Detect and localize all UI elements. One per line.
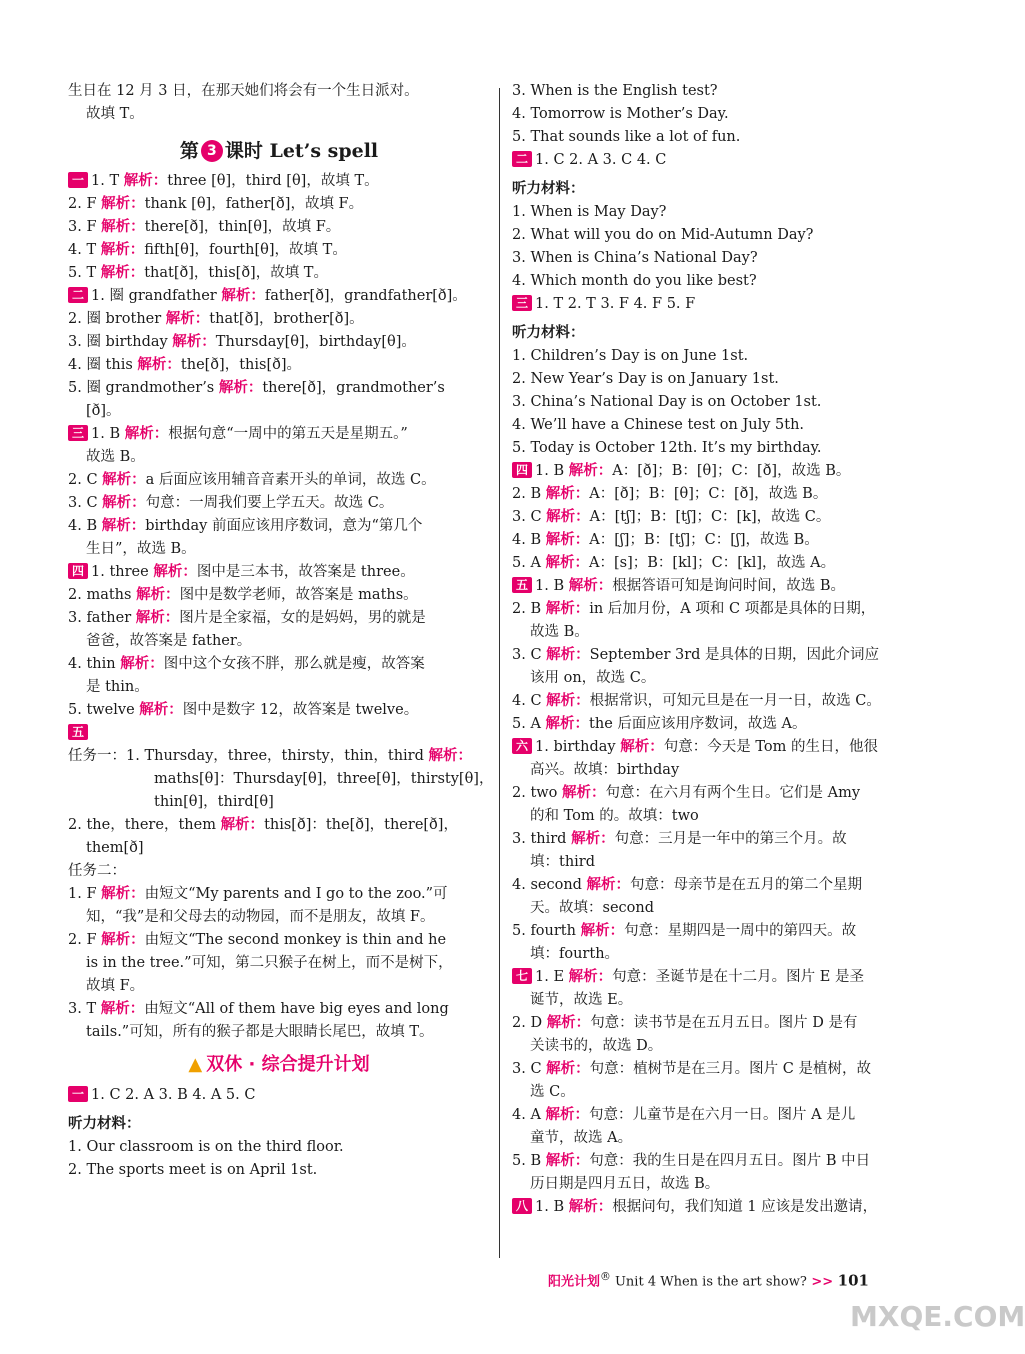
answer-text: in 后加月份，A 项和 C 项都是具体的日期， bbox=[589, 601, 876, 617]
answer-item bbox=[68, 584, 490, 607]
answer-number: 5. fourth bbox=[512, 923, 576, 939]
answer-number: 5. 圈 grandmother’s bbox=[68, 380, 215, 396]
analysis-label: 解析： bbox=[100, 242, 145, 258]
answer-text: 图中是三本书，故答案是 three。 bbox=[196, 564, 415, 580]
section-badge: 八 bbox=[512, 1198, 532, 1214]
answer-text: that[ð]，this[ð]，故填 T。 bbox=[144, 265, 328, 281]
answer-item bbox=[68, 745, 490, 768]
section-badge: 三 bbox=[512, 295, 532, 311]
answer-item bbox=[68, 469, 490, 492]
answer-item bbox=[68, 377, 490, 400]
answer-text: the[ð]，this[ð]。 bbox=[180, 357, 301, 373]
answer-item bbox=[512, 598, 932, 621]
answer-number: 4. thin bbox=[68, 656, 116, 672]
analysis-label: 解析： bbox=[100, 265, 145, 281]
analysis-label: 解析： bbox=[221, 288, 265, 304]
text-line: 5. Today is October 12th. It’s my birthday. bbox=[512, 440, 822, 456]
answer-text: 根据常识，可知元旦是在一月一日，故选 C。 bbox=[589, 693, 881, 709]
answer-text: A：[s]；B：[kl]；C：[kl]，故选 A。 bbox=[589, 555, 836, 571]
answer-item bbox=[68, 262, 490, 285]
answer-number: 1. C 2. A 3. B 4. A 5. C bbox=[91, 1087, 256, 1103]
arrows-icon: >> bbox=[806, 1274, 838, 1290]
section-badge: 二 bbox=[512, 151, 532, 167]
analysis-label: 解析： bbox=[100, 1001, 145, 1017]
text-line: 4. We’ll have a Chinese test on July 5th. bbox=[512, 417, 805, 433]
analysis-label: 解析： bbox=[139, 702, 183, 718]
section-badge: 六 bbox=[512, 738, 532, 754]
answer-text: 图中这个女孩不胖，那么就是瘦，故答案 bbox=[163, 656, 425, 672]
unit-title: Unit 4 When is the art show? bbox=[610, 1274, 807, 1290]
answer-number: 5. A bbox=[512, 555, 541, 571]
text-line: thin[θ]，third[θ] bbox=[154, 794, 274, 810]
answer-text: three [θ]，third [θ]，故填 T。 bbox=[167, 173, 379, 189]
answer-text: 由短文“My parents and I go to the zoo.”可 bbox=[144, 886, 448, 902]
answer-text: thank [θ]，father[ð]，故填 F。 bbox=[144, 196, 364, 212]
text-line: 故选 B。 bbox=[530, 624, 589, 640]
section-badge: 四 bbox=[68, 563, 88, 579]
answer-number: 1. B bbox=[535, 578, 565, 594]
answer-number: 1. C 2. A 3. C 4. C bbox=[535, 152, 667, 168]
answer-text: 句意：植树节是在三月。图片 C 是植树，故 bbox=[589, 1061, 871, 1077]
answer-item bbox=[512, 1012, 932, 1035]
answer-text: 句意：儿童节是在六月一日。图片 A 是儿 bbox=[589, 1107, 856, 1123]
analysis-label: 解析： bbox=[562, 785, 606, 801]
analysis-label: 解析： bbox=[101, 219, 145, 235]
answer-number: 4. A bbox=[512, 1107, 541, 1123]
answer-item bbox=[512, 828, 932, 851]
section-title bbox=[68, 1050, 490, 1080]
answer-item bbox=[512, 736, 932, 759]
answer-text: 由短文“The second monkey is thin and he bbox=[144, 932, 447, 948]
analysis-label: 解析： bbox=[135, 610, 180, 626]
answer-text: September 3rd 是具体的日期，因此介词应 bbox=[589, 647, 880, 663]
analysis-label: 解析： bbox=[137, 357, 181, 373]
answer-text: Thursday[θ]，birthday[θ]。 bbox=[215, 334, 416, 350]
answer-text: A：[ð]；B：[θ]；C：[ð]，故选 B。 bbox=[612, 463, 851, 479]
answer-text: 图中是数字 12，故答案是 twelve。 bbox=[182, 702, 419, 718]
answer-number: 4. B bbox=[68, 518, 98, 534]
answer-item bbox=[512, 293, 932, 316]
answer-text: 句意：一周我们要上学五天。故选 C。 bbox=[145, 495, 394, 511]
analysis-label: 解析： bbox=[124, 426, 169, 442]
answer-number: 2. C bbox=[68, 472, 98, 488]
text-line: 故填 F。 bbox=[86, 978, 145, 994]
page-number: 101 bbox=[837, 1271, 869, 1290]
answer-item bbox=[512, 1058, 932, 1081]
answer-item bbox=[68, 331, 490, 354]
analysis-label: 解析： bbox=[428, 748, 473, 764]
answer-number: 3. 圈 birthday bbox=[68, 334, 168, 350]
text-line: 3. When is the English test? bbox=[512, 83, 718, 99]
answer-number: 4. second bbox=[512, 877, 582, 893]
answer-text: 根据答语可知是询问时间，故选 B。 bbox=[612, 578, 845, 594]
answer-item bbox=[68, 883, 490, 906]
text-line: 2. New Year’s Day is on January 1st. bbox=[512, 371, 779, 387]
text-line: maths[θ]：Thursday[θ]，three[θ]，thirsty[θ]， bbox=[154, 771, 494, 787]
answer-number: 5. T bbox=[68, 265, 97, 281]
analysis-label: 解析： bbox=[545, 716, 590, 732]
text-line: 高兴。故填：birthday bbox=[530, 762, 680, 778]
answer-number: 5. A bbox=[512, 716, 541, 732]
section-badge: 四 bbox=[512, 462, 532, 478]
answer-item bbox=[68, 653, 490, 676]
text-line: 故填 T。 bbox=[86, 106, 144, 122]
answer-item bbox=[68, 193, 490, 216]
answer-number: 1. T bbox=[91, 173, 120, 189]
subheading: 听力材料： bbox=[512, 325, 585, 341]
analysis-label: 解析： bbox=[101, 196, 145, 212]
section-badge: 五 bbox=[68, 724, 88, 740]
answer-number: 1. B bbox=[535, 1199, 565, 1215]
answer-number: 1. three bbox=[91, 564, 149, 580]
text-line: 天。故填：second bbox=[530, 900, 654, 916]
answer-number: 1. birthday bbox=[535, 739, 616, 755]
section-badge: 三 bbox=[68, 425, 88, 441]
right-column bbox=[512, 80, 932, 1219]
answer-text: A：[ð]；B：[θ]；C：[ð]，故选 B。 bbox=[589, 486, 828, 502]
section-badge: 二 bbox=[68, 287, 88, 303]
text-line: 3. China’s National Day is on October 1st. bbox=[512, 394, 822, 410]
answer-number: 2. B bbox=[512, 601, 542, 617]
watermark: MXQE.COM bbox=[850, 1300, 1025, 1333]
analysis-label: 解析： bbox=[545, 1153, 590, 1169]
answer-number: 4. B bbox=[512, 532, 542, 548]
answer-item bbox=[512, 552, 932, 575]
answer-text: A：[ʃ]；B：[tʃ]；C：[ʃ]，故选 B。 bbox=[589, 532, 819, 548]
answer-number: 3. C bbox=[512, 509, 542, 525]
analysis-label: 解析： bbox=[568, 969, 613, 985]
answer-text: 句意：我的生日是在四月五日。图片 B 中日 bbox=[589, 1153, 871, 1169]
lesson-number-badge: 3 bbox=[201, 140, 223, 162]
text-line: 的和 Tom 的。故填：two bbox=[530, 808, 699, 824]
answer-number: 3. father bbox=[68, 610, 132, 626]
analysis-label: 解析： bbox=[546, 1015, 591, 1031]
answer-item bbox=[512, 1196, 932, 1219]
answer-number: 4. C bbox=[512, 693, 542, 709]
analysis-label: 解析： bbox=[136, 587, 180, 603]
text-line: 故选 B。 bbox=[86, 449, 145, 465]
answer-item bbox=[512, 149, 932, 172]
answer-number: 任务一：1. Thursday，three，thirsty，thin，third bbox=[68, 748, 424, 764]
answer-number: 3. T bbox=[68, 1001, 97, 1017]
answer-item bbox=[512, 506, 932, 529]
text-line: [ð]。 bbox=[86, 403, 121, 419]
answer-item bbox=[68, 515, 490, 538]
answer-item bbox=[68, 285, 490, 308]
answer-text: 句意：读书节是在五月五日。图片 D 是有 bbox=[590, 1015, 858, 1031]
answer-text: 句意：母亲节是在五月的第二个星期 bbox=[630, 877, 863, 893]
analysis-label: 解析： bbox=[546, 509, 590, 525]
text-line: 是 thin。 bbox=[86, 679, 149, 695]
analysis-label: 解析： bbox=[545, 486, 590, 502]
text-line: 3. When is China’s National Day? bbox=[512, 250, 758, 266]
analysis-label: 解析： bbox=[568, 463, 613, 479]
answer-number: 1. B bbox=[535, 463, 565, 479]
answer-number: 1. B bbox=[91, 426, 121, 442]
analysis-label: 解析： bbox=[101, 886, 145, 902]
answer-item bbox=[68, 239, 490, 262]
answer-item bbox=[512, 1104, 932, 1127]
answer-number: 3. third bbox=[512, 831, 567, 847]
analysis-label: 解析： bbox=[586, 877, 631, 893]
analysis-label: 解析： bbox=[102, 495, 146, 511]
text-line: 任务二： bbox=[68, 863, 126, 879]
answer-item bbox=[512, 575, 932, 598]
page-footer bbox=[548, 1270, 869, 1289]
analysis-label: 解析： bbox=[172, 334, 216, 350]
analysis-label: 解析： bbox=[545, 532, 590, 548]
text-line: 生日”，故选 B。 bbox=[86, 541, 196, 557]
brand-name: 阳光计划 bbox=[548, 1274, 601, 1290]
answer-number: 5. B bbox=[512, 1153, 542, 1169]
answer-item bbox=[512, 529, 932, 552]
answer-item bbox=[512, 713, 932, 736]
text-line: them[ð] bbox=[86, 840, 144, 856]
answer-text: there[ð]，thin[θ]，故填 F。 bbox=[144, 219, 341, 235]
analysis-label: 解析： bbox=[568, 578, 613, 594]
lesson-title-text: 课时 Let’s spell bbox=[224, 140, 379, 162]
analysis-label: 解析： bbox=[123, 173, 168, 189]
answer-text: a 后面应该用辅音音素开头的单词，故选 C。 bbox=[145, 472, 436, 488]
answer-item bbox=[68, 607, 490, 630]
answer-number: 2. B bbox=[512, 486, 542, 502]
section-badge: 一 bbox=[68, 172, 88, 188]
section-badge: 一 bbox=[68, 1086, 88, 1102]
answer-item bbox=[68, 722, 490, 745]
answer-number: 2. 圈 brother bbox=[68, 311, 162, 327]
text-line: tails.”可知，所有的猴子都是大眼睛长尾巴，故填 T。 bbox=[86, 1024, 434, 1040]
answer-number: 1. 圈 grandfather bbox=[91, 288, 217, 304]
answer-text: 句意：星期四是一周中的第四天。故 bbox=[624, 923, 857, 939]
text-line: 4. Which month do you like best? bbox=[512, 273, 757, 289]
text-line: 历日期是四月五日，故选 B。 bbox=[530, 1176, 720, 1192]
answer-text: 根据问句，我们知道 1 应该是发出邀请， bbox=[612, 1199, 878, 1215]
answer-number: 3. F bbox=[68, 219, 97, 235]
subheading: 听力材料： bbox=[68, 1116, 141, 1132]
answer-item bbox=[68, 354, 490, 377]
analysis-label: 解析： bbox=[101, 932, 145, 948]
answer-text: 图中是数学老师，故答案是 maths。 bbox=[179, 587, 418, 603]
answer-text: 句意：圣诞节是在十二月。图片 E 是圣 bbox=[612, 969, 864, 985]
answer-number: 5. twelve bbox=[68, 702, 135, 718]
text-line: 选 C。 bbox=[530, 1084, 575, 1100]
text-line: 2. The sports meet is on April 1st. bbox=[68, 1162, 318, 1178]
text-line: 填：third bbox=[530, 854, 596, 870]
answer-item bbox=[512, 1150, 932, 1173]
answer-number: 1. E bbox=[535, 969, 565, 985]
analysis-label: 解析： bbox=[220, 817, 265, 833]
answer-text: 由短文“All of them have big eyes and long bbox=[144, 1001, 449, 1017]
answer-item bbox=[68, 492, 490, 515]
answer-text: this[ð]：the[ð]，there[ð]， bbox=[264, 817, 458, 833]
text-line: 1. When is May Day? bbox=[512, 204, 667, 220]
answer-item bbox=[68, 308, 490, 331]
lesson-title-pre: 第 bbox=[179, 140, 199, 162]
answer-item bbox=[68, 561, 490, 584]
text-line: 4. Tomorrow is Mother’s Day. bbox=[512, 106, 729, 122]
answer-item bbox=[68, 814, 490, 837]
section-badge: 五 bbox=[512, 577, 532, 593]
answer-item bbox=[68, 423, 490, 446]
answer-text: 根据句意“一周中的第五天是星期五。” bbox=[168, 426, 408, 442]
text-line: 该用 on，故选 C。 bbox=[530, 670, 656, 686]
section-icon: ▲ bbox=[188, 1054, 203, 1075]
analysis-label: 解析： bbox=[153, 564, 197, 580]
answer-text: 句意：在六月有两个生日。它们是 Amy bbox=[605, 785, 861, 801]
answer-item bbox=[512, 966, 932, 989]
analysis-label: 解析： bbox=[545, 555, 590, 571]
answer-item bbox=[512, 644, 932, 667]
answer-item bbox=[512, 460, 932, 483]
text-line: 爸爸，故答案是 father。 bbox=[86, 633, 252, 649]
answer-item bbox=[512, 483, 932, 506]
analysis-label: 解析： bbox=[571, 831, 615, 847]
left-column bbox=[68, 80, 494, 1182]
text-line: 2. What will you do on Mid-Autumn Day? bbox=[512, 227, 814, 243]
analysis-label: 解析： bbox=[568, 1199, 613, 1215]
answer-number: 2. F bbox=[68, 196, 97, 212]
answer-text: 图片是全家福，女的是妈妈，男的就是 bbox=[179, 610, 426, 626]
answer-item bbox=[68, 998, 490, 1021]
answer-item bbox=[512, 920, 932, 943]
answer-item bbox=[512, 782, 932, 805]
answer-text: 句意：三月是一年中的第三个月。故 bbox=[614, 831, 847, 847]
analysis-label: 解析： bbox=[546, 693, 590, 709]
lesson-title bbox=[68, 136, 490, 166]
answer-item bbox=[68, 170, 490, 193]
answer-item bbox=[68, 216, 490, 239]
text-line: is in the tree.”可知，第二只猴子在树上，而不是树下， bbox=[86, 955, 453, 971]
text-line: 填：fourth。 bbox=[530, 946, 620, 962]
analysis-label: 解析： bbox=[165, 311, 210, 327]
subheading: 听力材料： bbox=[512, 181, 585, 197]
column-divider bbox=[499, 88, 500, 1258]
text-line: 生日在 12 月 3 日，在那天她们将会有一个生日派对。 bbox=[68, 83, 419, 99]
section-badge: 七 bbox=[512, 968, 532, 984]
section-title-text: 双休 · 综合提升计划 bbox=[206, 1054, 370, 1075]
text-line: 1. Our classroom is on the third floor. bbox=[68, 1139, 344, 1155]
text-line: 诞节，故选 E。 bbox=[530, 992, 633, 1008]
registered-mark: ® bbox=[600, 1270, 611, 1283]
answer-number: 4. 圈 this bbox=[68, 357, 133, 373]
analysis-label: 解析： bbox=[218, 380, 263, 396]
analysis-label: 解析： bbox=[101, 518, 146, 534]
analysis-label: 解析： bbox=[545, 601, 590, 617]
answer-text: 句意：今天是 Tom 的生日，他很 bbox=[663, 739, 878, 755]
analysis-label: 解析： bbox=[545, 1107, 590, 1123]
answer-item bbox=[68, 1084, 490, 1107]
text-line: 童节，故选 A。 bbox=[530, 1130, 633, 1146]
answer-number: 2. F bbox=[68, 932, 97, 948]
text-line: 5. That sounds like a lot of fun. bbox=[512, 129, 741, 145]
answer-text: fifth[θ]，fourth[θ]，故填 T。 bbox=[144, 242, 347, 258]
analysis-label: 解析： bbox=[580, 923, 625, 939]
answer-item bbox=[512, 874, 932, 897]
answer-text: A：[tʃ]；B：[tʃ]；C：[k]，故选 C。 bbox=[589, 509, 831, 525]
text-line: 1. Children’s Day is on June 1st. bbox=[512, 348, 749, 364]
answer-number: 3. C bbox=[68, 495, 98, 511]
answer-item bbox=[68, 699, 490, 722]
answer-number: 1. F bbox=[68, 886, 97, 902]
answer-item bbox=[68, 929, 490, 952]
answer-number: 4. T bbox=[68, 242, 97, 258]
answer-text: that[ð]，brother[ð]。 bbox=[209, 311, 364, 327]
analysis-label: 解析： bbox=[120, 656, 164, 672]
answer-text: father[ð]，grandfather[ð]。 bbox=[264, 288, 467, 304]
analysis-label: 解析： bbox=[620, 739, 664, 755]
answer-text: the 后面应该用序数词，故选 A。 bbox=[589, 716, 807, 732]
analysis-label: 解析： bbox=[102, 472, 146, 488]
answer-number: 2. the，there，them bbox=[68, 817, 216, 833]
answer-number: 1. T 2. T 3. F 4. F 5. F bbox=[535, 296, 696, 312]
answer-number: 2. two bbox=[512, 785, 558, 801]
answer-number: 3. C bbox=[512, 1061, 542, 1077]
text-line: 关读书的，故选 D。 bbox=[530, 1038, 663, 1054]
answer-text: birthday 前面应该用序数词，意为“第几个 bbox=[145, 518, 423, 534]
answer-number: 2. D bbox=[512, 1015, 543, 1031]
analysis-label: 解析： bbox=[546, 647, 590, 663]
text-line: 知，“我”是和父母去的动物园，而不是朋友，故填 F。 bbox=[86, 909, 435, 925]
answer-number: 2. maths bbox=[68, 587, 132, 603]
analysis-label: 解析： bbox=[546, 1061, 590, 1077]
answer-number: 3. C bbox=[512, 647, 542, 663]
answer-item bbox=[512, 690, 932, 713]
answer-text: there[ð]，grandmother’s bbox=[262, 380, 445, 396]
